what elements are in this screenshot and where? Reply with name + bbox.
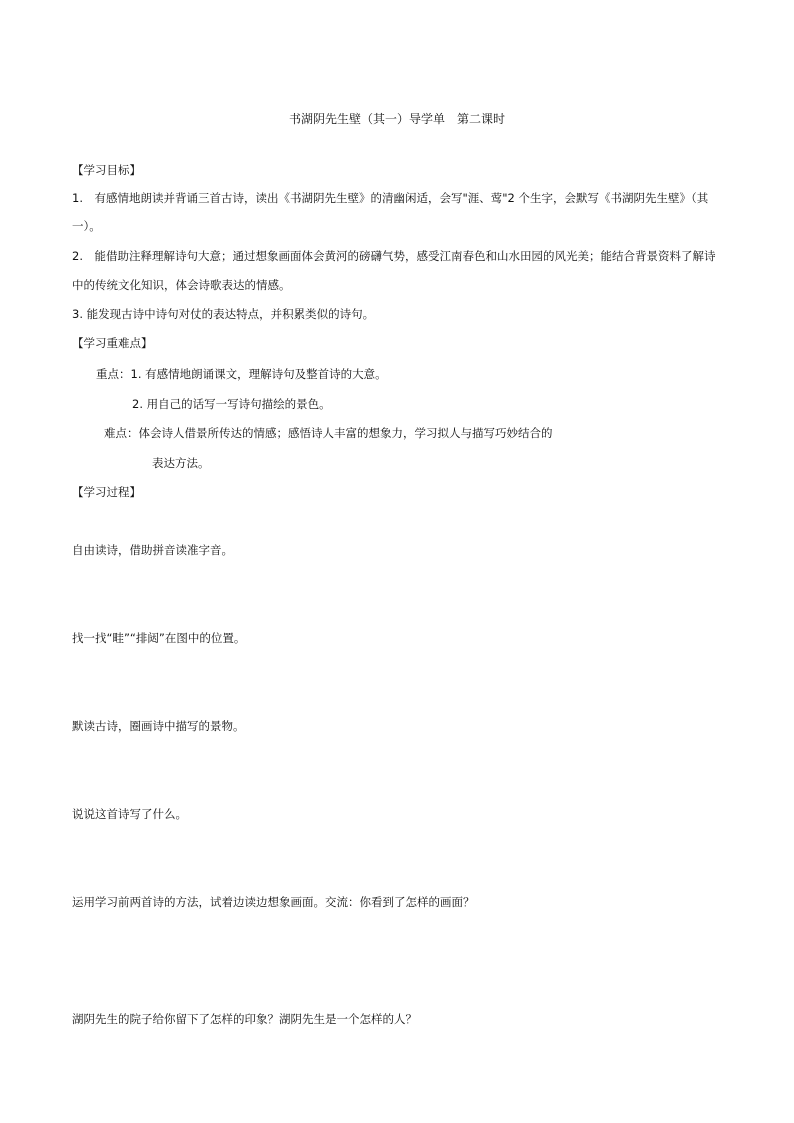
process-heading: 【学习过程】: [72, 485, 141, 499]
objective-3: 3. 能发现古诗中诗句对仗的表达特点，并积累类似的诗句。: [72, 307, 375, 321]
focus-point-2: 2. 用自己的话写一写诗句描绘的景色。: [132, 397, 331, 411]
objective-1-line-2: 一）。: [72, 219, 101, 233]
key-points-heading: 【学习重难点】: [72, 336, 153, 350]
objective-2-line-1: 2. 能借助注释理解诗句大意；通过想象画面体会黄河的磅礴气势，感受江南春色和山水田园的风光美；能结合背景资料了解诗: [72, 249, 716, 263]
difficulty-line-2: 表达方法。: [152, 456, 210, 470]
process-step-2: 找一找“畦”“排闼”在图中的位置。: [72, 631, 246, 645]
difficulty-line-1: 难点：体会诗人借景所传达的情感；感悟诗人丰富的想象力，学习拟人与描写巧妙结合的: [104, 426, 553, 440]
focus-point-1: 重点：1. 有感情地朗诵课文，理解诗句及整首诗的大意。: [96, 367, 387, 381]
process-step-6: 湖阴先生的院子给你留下了怎样的印象？湖阴先生是一个怎样的人？: [72, 1012, 417, 1026]
objectives-heading: 【学习目标】: [72, 163, 141, 177]
process-step-3: 默读古诗，圈画诗中描写的景物。: [72, 719, 245, 733]
process-step-4: 说说这首诗写了什么。: [72, 807, 187, 821]
objective-1-line-1: 1. 有感情地朗读并背诵三首古诗，读出《书湖阴先生壁》的清幽闲适，会写"涯、莺"2 个生字，会默写《书湖阴先生壁》（其: [72, 191, 709, 205]
document-title: 书湖阴先生壁（其一）导学单 第二课时: [288, 112, 505, 126]
process-step-5: 运用学习前两首诗的方法，试着边读边想象画面。交流：你看到了怎样的画面？: [72, 895, 475, 909]
objective-2-line-2: 中的传统文化知识，体会诗歌表达的情感。: [72, 278, 291, 292]
process-step-1: 自由读诗，借助拼音读准字音。: [72, 543, 233, 557]
